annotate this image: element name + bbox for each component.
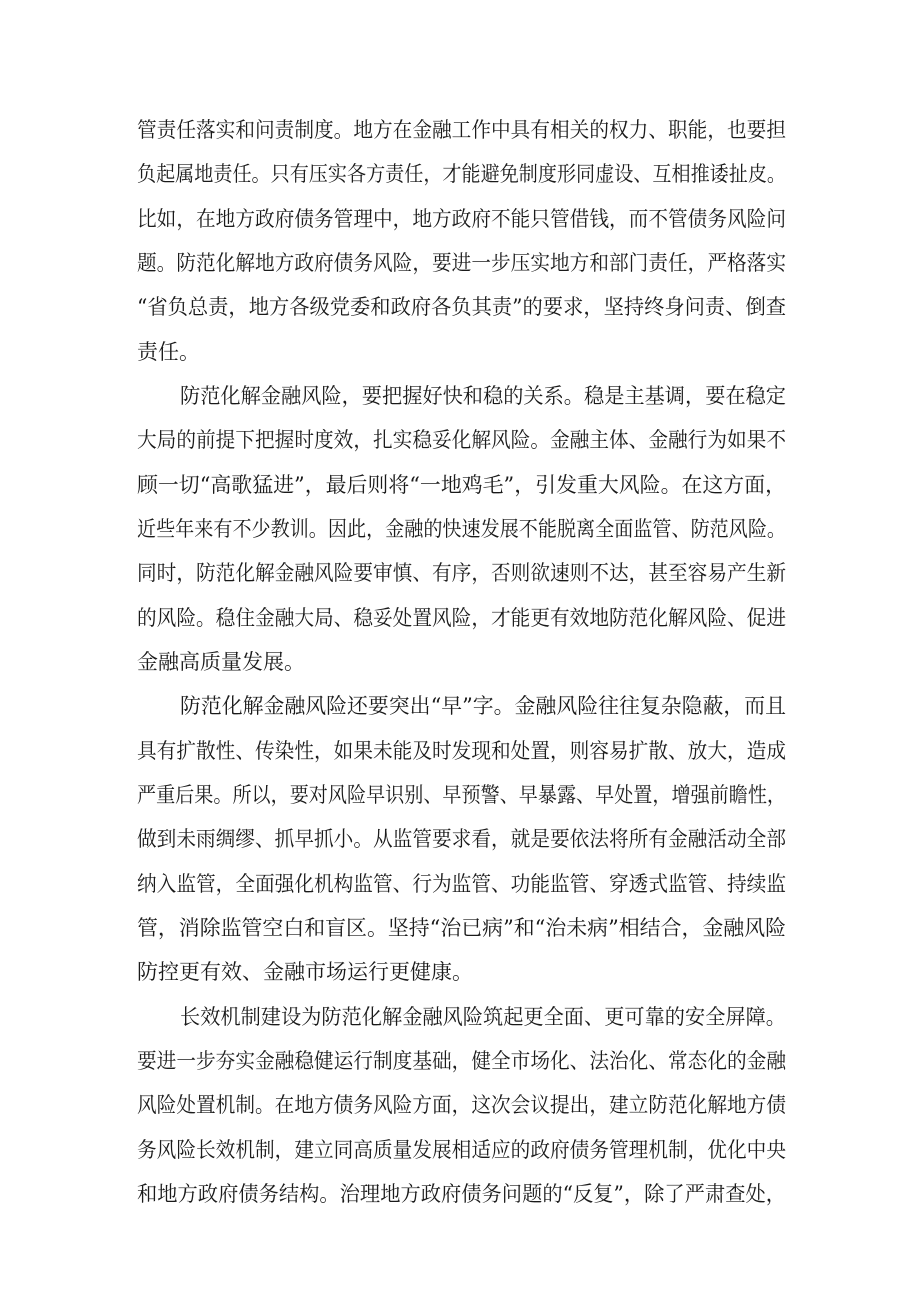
text-line [0,1083,920,1127]
line-text: 防范化解金融风险还要突出“早”字。金融风险往往复杂隐蔽，而且 [180,694,787,719]
text-line [0,862,920,906]
line-text: 同时，防范化解金融风险要审慎、有序，否则欲速则不达，甚至容易产生新 [137,561,786,586]
line-text: 务风险长效机制，建立同高质量发展相适应的政府债务管理机制，优化中央 [137,1137,786,1162]
line-text: 管责任落实和问责制度。地方在金融工作中具有相关的权力、职能，也要担 [137,118,786,142]
line-text: 负起属地责任。只有压实各方责任，才能避免制度形同虚设、互相推诿扯皮。 [137,162,787,187]
text-line [0,950,920,994]
line-text: 防控更有效、金融市场运行更健康。 [137,960,473,985]
line-text: 长效机制建设为防范化解金融风险筑起更全面、更可靠的安全屏障。 [180,1004,786,1029]
line-text: 责任。 [137,339,200,364]
text-line [0,507,920,551]
line-text: 顾一切“高歌猛进”，最后则将“一地鸡毛”，引发重大风险。在这方面， [137,472,787,497]
line-text: 比如，在地方政府债务管理中，地方政府不能只管借钱，而不管债务风险问 [137,206,786,231]
text-line [0,773,920,817]
line-text: 和地方政府债务结构。治理地方政府债务问题的“反复”，除了严肃查处， [137,1181,787,1206]
text-line [0,241,920,285]
text-line [0,1128,920,1172]
text-line [0,285,920,329]
text-line [0,1039,920,1083]
line-text: 的风险。稳住金融大局、稳妥处置风险，才能更有效地防范化解风险、促进 [137,605,786,630]
line-text: 近些年来有不少教训。因此，金融的快速发展不能脱离全面监管、防范风险。 [137,516,787,541]
text-line [0,640,920,684]
line-text: 大局的前提下把握时度效，扎实稳妥化解风险。金融主体、金融行为如果不 [137,428,786,453]
text-line [0,152,920,196]
text-line [0,906,920,950]
line-text: 做到未雨绸缪、抓早抓小。从监管要求看，就是要依法将所有金融活动全部 [137,827,786,852]
paragraph-1 [0,108,920,374]
line-text: “省负总责，地方各级党委和政府各负其责”的要求，坚持终身问责、倒查 [137,295,787,320]
line-text: 题。防范化解地方政府债务风险，要进一步压实地方和部门责任，严格落实 [137,250,786,275]
line-text: 严重后果。所以，要对风险早识别、早预警、早暴露、早处置，增强前瞻性， [137,782,787,807]
text-line [0,551,920,595]
text-line [0,995,920,1039]
line-text: 纳入监管，全面强化机构监管、行为监管、功能监管、穿透式监管、持续监 [137,871,786,896]
line-text: 金融高质量发展。 [137,649,305,674]
paragraph-2 [0,374,920,684]
text-line [0,330,920,374]
text-line [0,684,920,728]
paragraph-3 [0,684,920,994]
paragraph-4 [0,995,920,1217]
text-line [0,1172,920,1216]
text-line [0,374,920,418]
line-text: 管，消除监管空白和盲区。坚持“治已病”和“治未病”相结合，金融风险 [137,915,787,940]
line-text: 要进一步夯实金融稳健运行制度基础，健全市场化、法治化、常态化的金融 [137,1048,786,1073]
line-text: 防范化解金融风险，要把握好快和稳的关系。稳是主基调，要在稳定 [180,383,786,408]
text-line [0,197,920,241]
text-line [0,463,920,507]
text-line [0,817,920,861]
text-line [0,729,920,773]
line-text: 具有扩散性、传染性，如果未能及时发现和处置，则容易扩散、放大，造成 [137,738,786,763]
text-line [0,108,920,152]
text-line [0,596,920,640]
text-line [0,418,920,462]
line-text: 风险处置机制。在地方债务风险方面，这次会议提出，建立防范化解地方债 [137,1093,786,1118]
